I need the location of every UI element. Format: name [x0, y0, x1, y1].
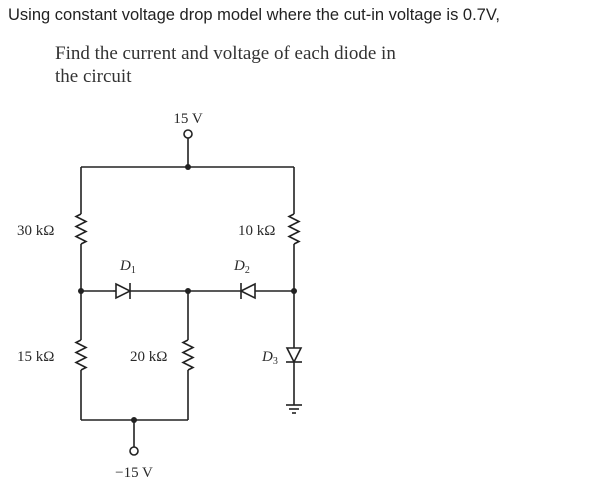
- resistor-20k-label: 20 kΩ: [130, 349, 168, 365]
- problem-line-1: Find the current and voltage of each diode in: [55, 43, 396, 64]
- resistor-15k: [76, 340, 86, 370]
- diode-d2-label: $D_2$: [234, 258, 250, 276]
- diode-d3-symbol: [286, 348, 302, 362]
- diode-d2-symbol: [241, 283, 255, 299]
- top-supply-terminal: [173, 111, 202, 170]
- diode-d1-label: $D_1$: [120, 258, 136, 276]
- resistor-30k: [76, 214, 86, 244]
- resistor-10k-label: 10 kΩ: [238, 223, 276, 239]
- top-supply-label: 15 V: [173, 111, 203, 127]
- diode-d3-label: $D_3$: [262, 349, 278, 367]
- resistor-10k: [289, 214, 299, 244]
- bottom-supply-terminal: [115, 420, 153, 481]
- resistor-20k: [183, 340, 193, 370]
- resistor-15k-label: 15 kΩ: [17, 349, 55, 365]
- ground-symbol: [286, 405, 302, 413]
- bottom-supply-label: −15 V: [115, 465, 153, 481]
- problem-line-2: the circuit: [55, 66, 132, 87]
- question-text: Using constant voltage drop model where the cut-in voltage is 0.7V,: [8, 6, 500, 24]
- resistor-30k-label: 30 kΩ: [17, 223, 55, 239]
- diode-d1-symbol: [116, 283, 130, 299]
